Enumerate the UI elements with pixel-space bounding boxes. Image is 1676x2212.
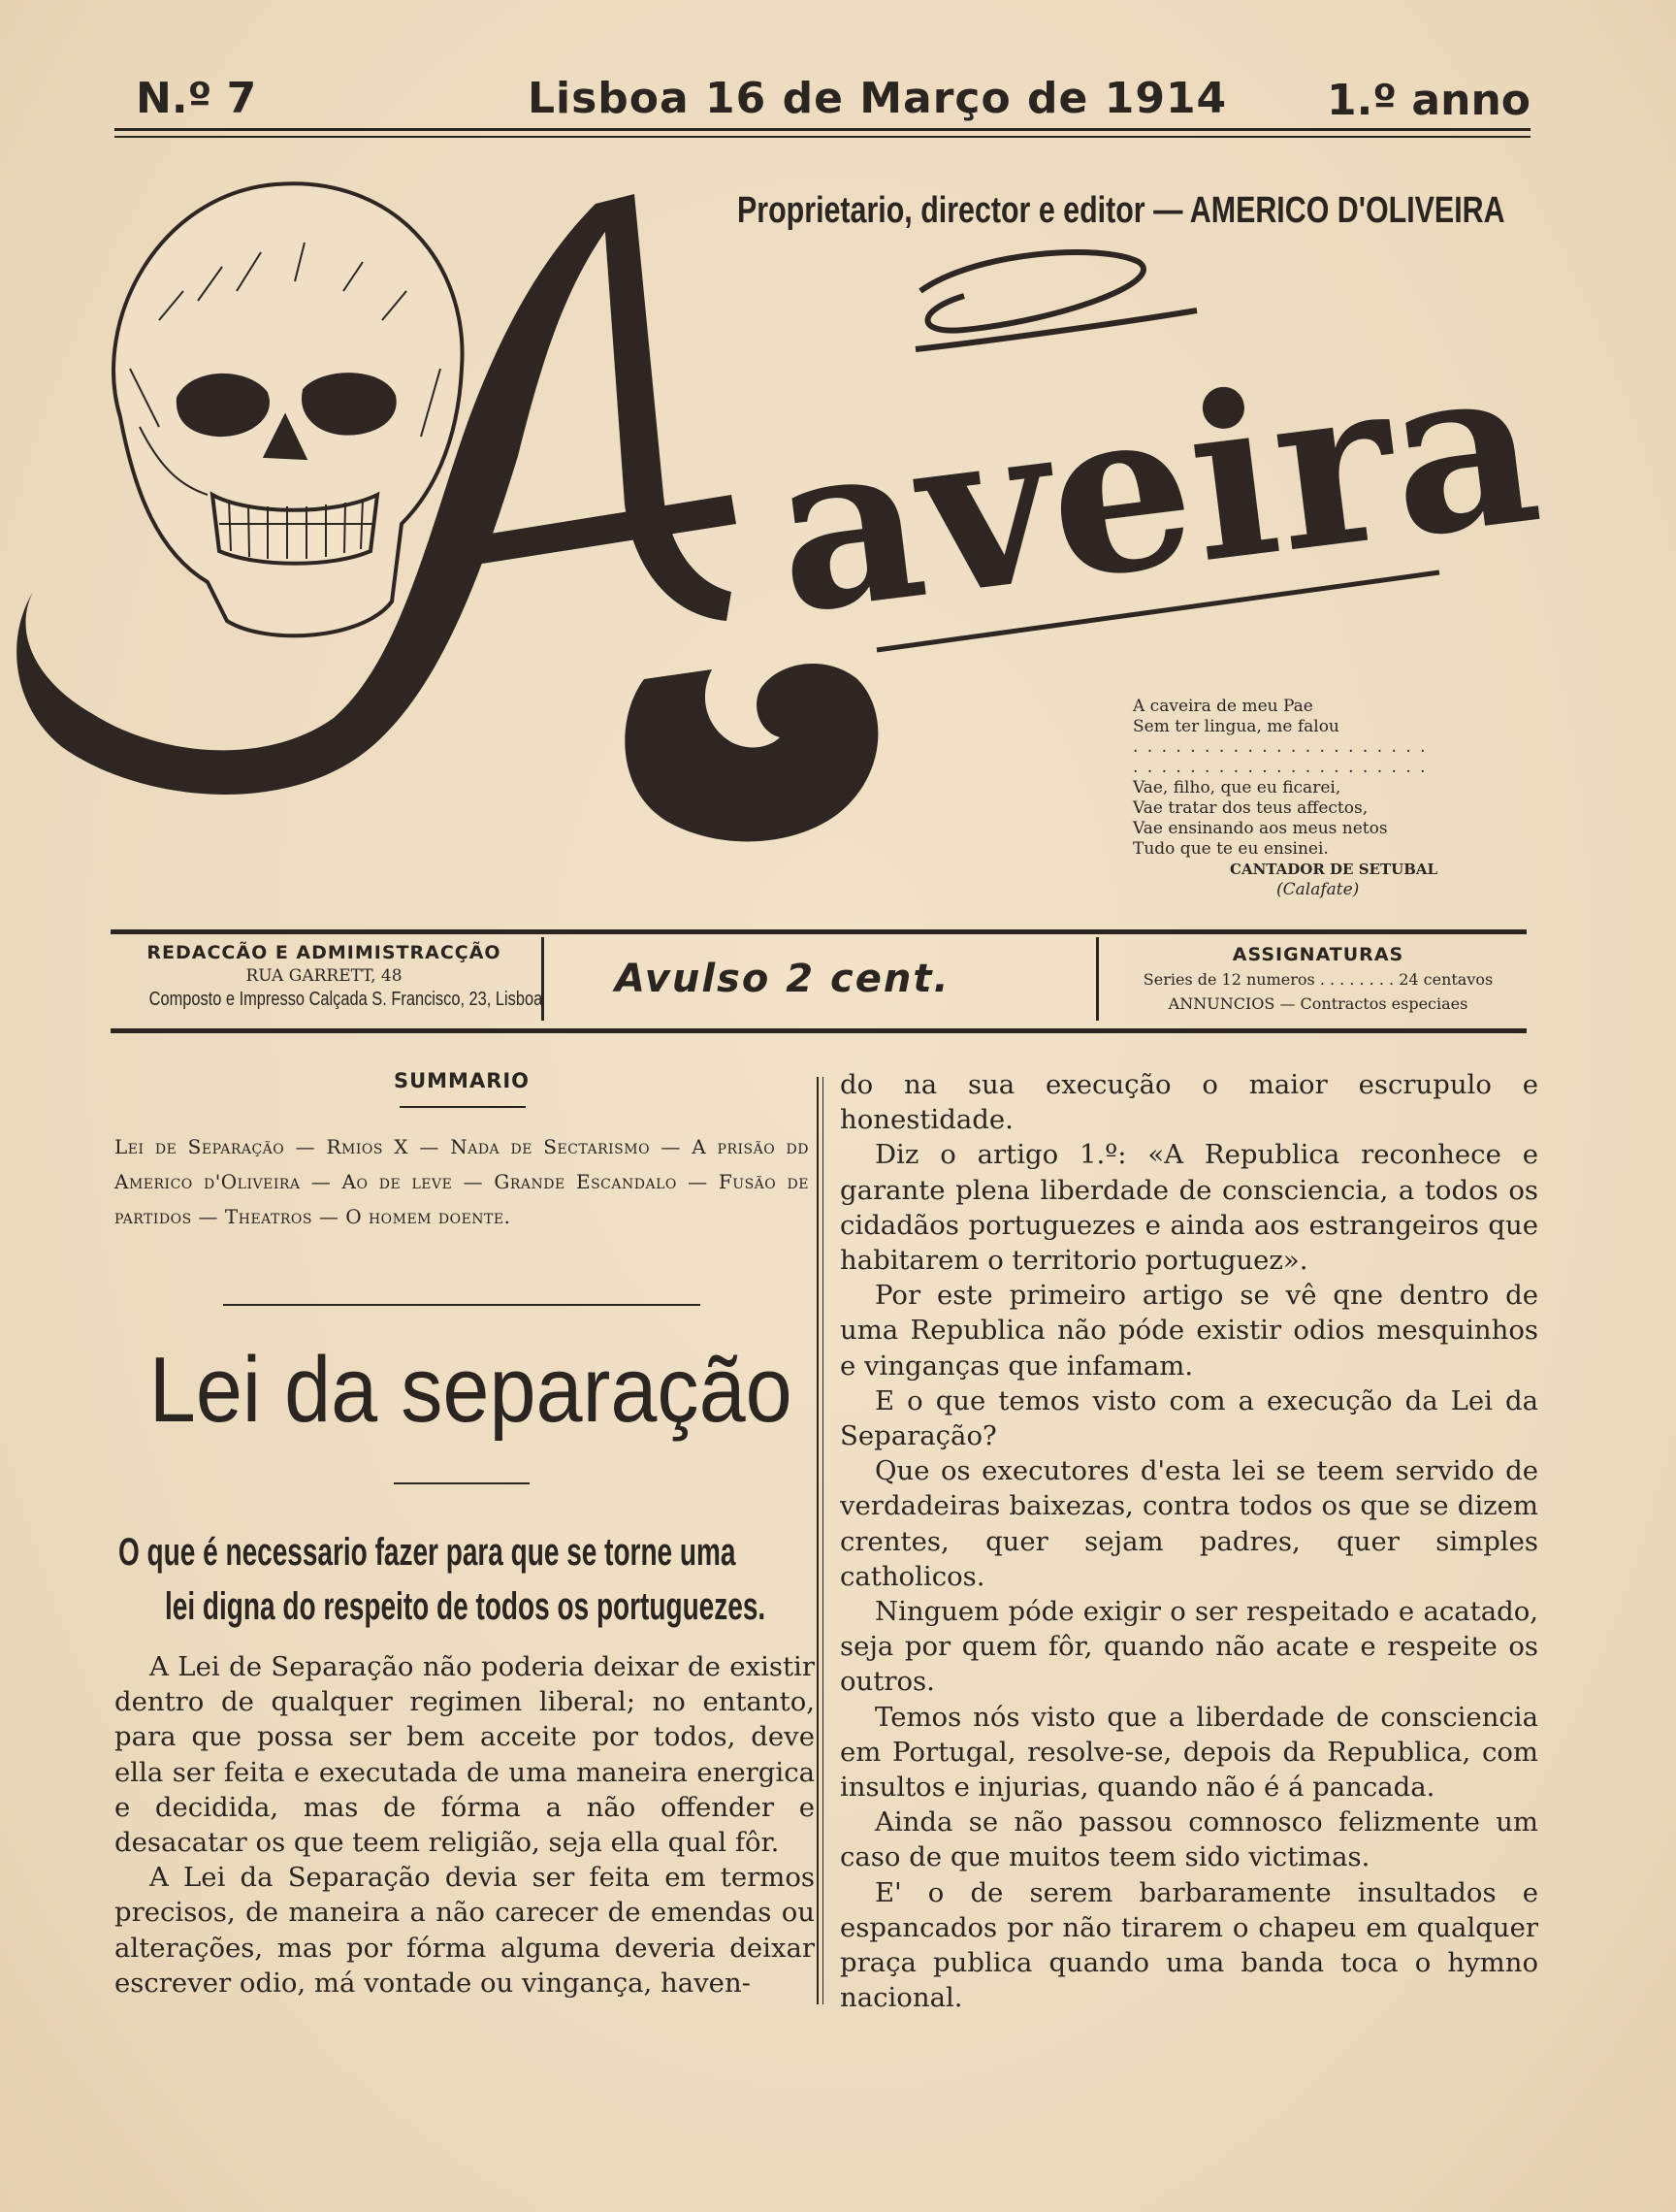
issue-date: Lisboa 16 de Março de 1914 [528, 74, 1228, 123]
paragraph: A Lei da Separação devia ser feita em termos precisos, de maneira a não carecer de emendas ou alterações, mas por fórma alguma deveria deixar escrever odio, má vontade ou vingança, haven- [114, 1862, 815, 1999]
issue-year: 1.º anno [1326, 76, 1531, 125]
column-rule [817, 1077, 819, 2004]
subtitle-line: O que é necessario fazer para que se torne uma [118, 1531, 736, 1574]
band-divider [1096, 937, 1099, 1021]
poem-line: . . . . . . . . . . . . . . . . . . . . . [1133, 758, 1428, 777]
summary-rule [400, 1106, 526, 1108]
paragraph: E o que temos visto com a execução da Lei da Separação? [840, 1384, 1538, 1452]
paragraph: Diz o artigo 1.º: «A Republica reconhece e garante plena liberdade de consciencia, a todos os cidadãos portuguezes e ainda aos estrangeiros que habitarem o territorio portuguez». [840, 1139, 1538, 1277]
subscription-series: Series de 12 numeros . . . . . . . . 24 centavos [1143, 970, 1494, 989]
article-subtitle [114, 1525, 809, 1634]
title-rule [394, 1482, 530, 1484]
poem-line: . . . . . . . . . . . . . . . . . . . . . [1133, 737, 1428, 757]
poem-line: A caveira de meu Pae [1133, 697, 1313, 716]
subscriptions-heading: ASSIGNATURAS [1232, 944, 1404, 965]
band-rule-bottom [111, 1028, 1527, 1033]
band-right [1110, 943, 1527, 1016]
subtitle-line: lei digna do respeito de todos os portuguezes. [165, 1585, 766, 1628]
poem-line: Sem ter lingua, me falou [1133, 717, 1339, 736]
paragraph: E' o de serem barbaramente insultados e espancados por não tirarem o chapeu em qualquer praça publica quando uma banda toca o hymno nacional. [840, 1876, 1538, 2014]
issue-number: N.º 7 [136, 74, 257, 123]
band-divider [541, 937, 544, 1021]
printer-address: Composto e Impresso Calçada S. Francisco, 23, Lisboa [148, 989, 543, 1010]
poem-line: Vae, filho, que eu ficarei, [1133, 778, 1341, 797]
paragraph: A Lei de Separação não poderia deixar de existir dentro de qualquer regimen liberal; no entanto, para que possa ser bem acceite por todos, deve ella ser feita e executada de uma maneira energica e decidida, mas de fórma a não offender e desacatar os que teem religião, seja ella qual fôr. [114, 1651, 815, 1859]
paragraph: Que os executores d'esta lei se teem servido de verdadeiras baixezas, contra todos os que se dizem crentes, quer sejam padres, quer simples catholicos. [840, 1455, 1538, 1592]
poem-line: Vae tratar dos teus affectos, [1133, 798, 1369, 818]
paragraph: Temos nós visto que a liberdade de consciencia em Portugal, resolve-se, depois da Republica, com insultos e injurias, quando não é á pancada. [840, 1701, 1538, 1804]
poem-author: CANTADOR DE SETUBAL [1230, 861, 1438, 878]
summary-heading: SUMMARIO [393, 1069, 531, 1092]
wordmark-text: aveira [761, 310, 1552, 665]
poem-line: Vae ensinando aos meus netos [1133, 819, 1388, 838]
poem-author-note: (Calafate) [1276, 880, 1360, 899]
price-label: Avulso 2 cent. [615, 957, 951, 1001]
article-body-right [840, 1067, 1538, 2015]
proprietor-line: Proprietario, director e editor — AMERICO D'OLIVEIRA [737, 190, 1505, 231]
paragraph: Ninguem póde exigir o ser respeitado e acatado, seja por quem fôr, quando não acate e respeite os outros. [840, 1596, 1538, 1698]
advertising-note: ANNUNCIOS — Contractos especiaes [1168, 994, 1468, 1013]
article-title: Lei da separação [148, 1338, 792, 1442]
info-band [111, 929, 1527, 1036]
summary-text: Lei de Separação — Rmios X — Nada de Sectarismo — A prisão dd Americo d'Oliveira — Ao de leve — Grande Escandalo — Fusão de partidos — Theatros — O homem doente. [114, 1135, 809, 1228]
article-body-left [114, 1649, 815, 2001]
paragraph: do na sua execução o maior escrupulo e honestidade. [840, 1069, 1538, 1136]
paragraph: Ainda se não passou comnosco felizmente um caso de que muitos teem sido victimas. [840, 1806, 1538, 1873]
redaccao-label: REDACCÃO E ADMIMISTRACÇÃO [146, 942, 501, 963]
street-address: RUA GARRETT, 48 [245, 966, 403, 986]
paragraph: Por este primeiro artigo se vê qne dentro de uma Republica não póde existir odios mesquinhos e vinganças que infamam. [840, 1280, 1538, 1382]
band-left [111, 941, 543, 1011]
separator-rule [223, 1304, 700, 1306]
column-rule [822, 1077, 823, 2004]
poem-line: Tudo que te eu ensinei. [1133, 839, 1329, 859]
epigraph-poem [1133, 697, 1437, 900]
